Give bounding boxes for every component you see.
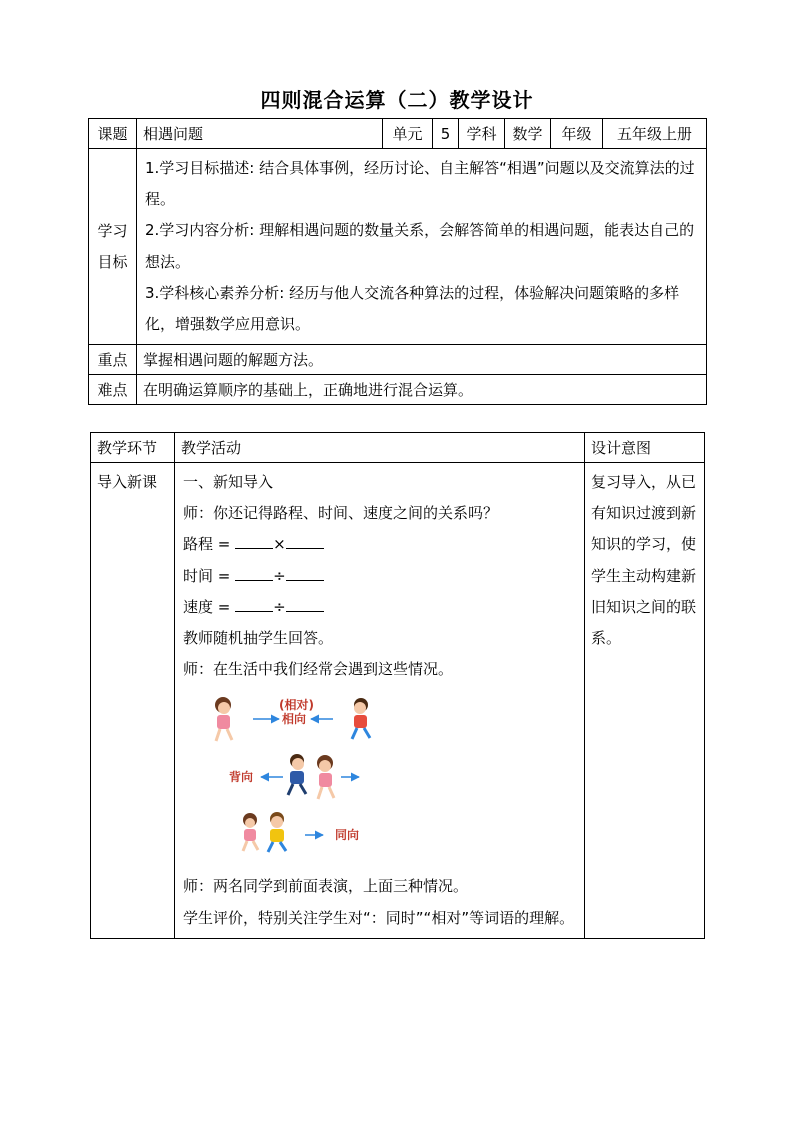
opposite-label: 背向 xyxy=(229,770,254,785)
subject-value: 数学 xyxy=(505,119,551,149)
difficulty-label: 难点 xyxy=(89,375,137,405)
ask-text: 教师随机抽学生回答。 xyxy=(183,629,334,648)
stage-cell: 导入新课 xyxy=(91,463,175,939)
formula-speed xyxy=(183,592,576,623)
topic-row xyxy=(89,119,707,149)
goals-row xyxy=(89,149,707,345)
difficulty-value: 在明确运算顺序的基础上，正确地进行混合运算。 xyxy=(137,375,707,405)
girl-runner-icon xyxy=(317,755,334,799)
unit-value: 5 xyxy=(433,119,459,149)
goal-item: 1.学习目标描述: 结合具体事例，经历讨论、自主解答“相遇”问题以及交流算法的过程。 xyxy=(145,159,695,209)
header-intent: 设计意图 xyxy=(585,433,705,463)
goals-label xyxy=(89,149,137,345)
formula-label: 时间 = xyxy=(183,566,231,585)
answer-blank xyxy=(235,566,273,581)
intent-cell: 复习导入，从已有知识过渡到新知识的学习，使学生主动构建新旧知识之间的联系。 xyxy=(585,463,705,939)
goals-content xyxy=(137,149,707,345)
topic-label: 课题 xyxy=(89,119,137,149)
page-title: 四则混合运算（二）教学设计 xyxy=(260,88,534,112)
teaching-process-table xyxy=(90,432,705,939)
unit-label: 单元 xyxy=(383,119,433,149)
answer-blank xyxy=(235,597,273,612)
key-row xyxy=(89,345,707,375)
same-direction-label: 同向 xyxy=(335,828,360,843)
operator: ÷ xyxy=(273,597,286,616)
operator: ÷ xyxy=(273,566,286,585)
question-text: 师：你还记得路程、时间、速度之间的关系吗？ xyxy=(183,504,499,523)
topic-value: 相遇问题 xyxy=(137,119,383,149)
activity-cell xyxy=(175,463,585,939)
motion-illustration xyxy=(183,689,583,865)
goals-label-text: 学习目标 xyxy=(97,221,128,271)
boy-runner-icon xyxy=(288,754,306,795)
grade-value: 五年级上册 xyxy=(603,119,707,149)
answer-blank xyxy=(286,534,324,549)
boy-runner-icon xyxy=(268,812,286,852)
formula-distance xyxy=(183,529,576,560)
grade-label: 年级 xyxy=(551,119,603,149)
boy-runner-icon xyxy=(352,698,370,739)
process-header-row xyxy=(91,433,705,463)
lesson-info-table xyxy=(88,118,707,405)
section-heading: 一、新知导入 xyxy=(183,473,274,491)
formula-label: 速度 = xyxy=(183,597,231,616)
relative-label: 相向 xyxy=(282,712,307,727)
header-activity: 教学活动 xyxy=(175,433,585,463)
motion-diagram xyxy=(183,689,583,865)
formula-label: 路程 = xyxy=(183,535,231,554)
answer-blank xyxy=(235,534,273,549)
perform-text: 师：两名同学到前面表演，上面三种情况。 xyxy=(183,877,469,896)
relative-paren-label: (相对) xyxy=(279,698,314,713)
difficulty-row xyxy=(89,375,707,405)
answer-blank xyxy=(286,597,324,612)
situation-text: 师：在生活中我们经常会遇到这些情况。 xyxy=(183,660,454,679)
girl-runner-icon xyxy=(215,697,232,741)
header-stage: 教学环节 xyxy=(91,433,175,463)
goal-item: 2.学习内容分析: 理解相遇问题的数量关系，会解答简单的相遇问题，能表达自己的想法。 xyxy=(145,221,695,271)
subject-label: 学科 xyxy=(459,119,505,149)
goal-item: 3.学科核心素养分析: 经历与他人交流各种算法的过程，体验解决问题策略的多样化，增强数学应用意识。 xyxy=(145,283,680,334)
formula-time xyxy=(183,561,576,592)
answer-blank xyxy=(286,566,324,581)
key-label: 重点 xyxy=(89,345,137,375)
girl-runner-icon xyxy=(243,813,258,851)
process-row xyxy=(91,463,705,939)
operator: × xyxy=(273,535,286,554)
key-value: 掌握相遇问题的解题方法。 xyxy=(137,345,707,375)
evaluate-text: 学生评价，特别关注学生对“：同时”“相对”等词语的理解。 xyxy=(183,908,575,927)
